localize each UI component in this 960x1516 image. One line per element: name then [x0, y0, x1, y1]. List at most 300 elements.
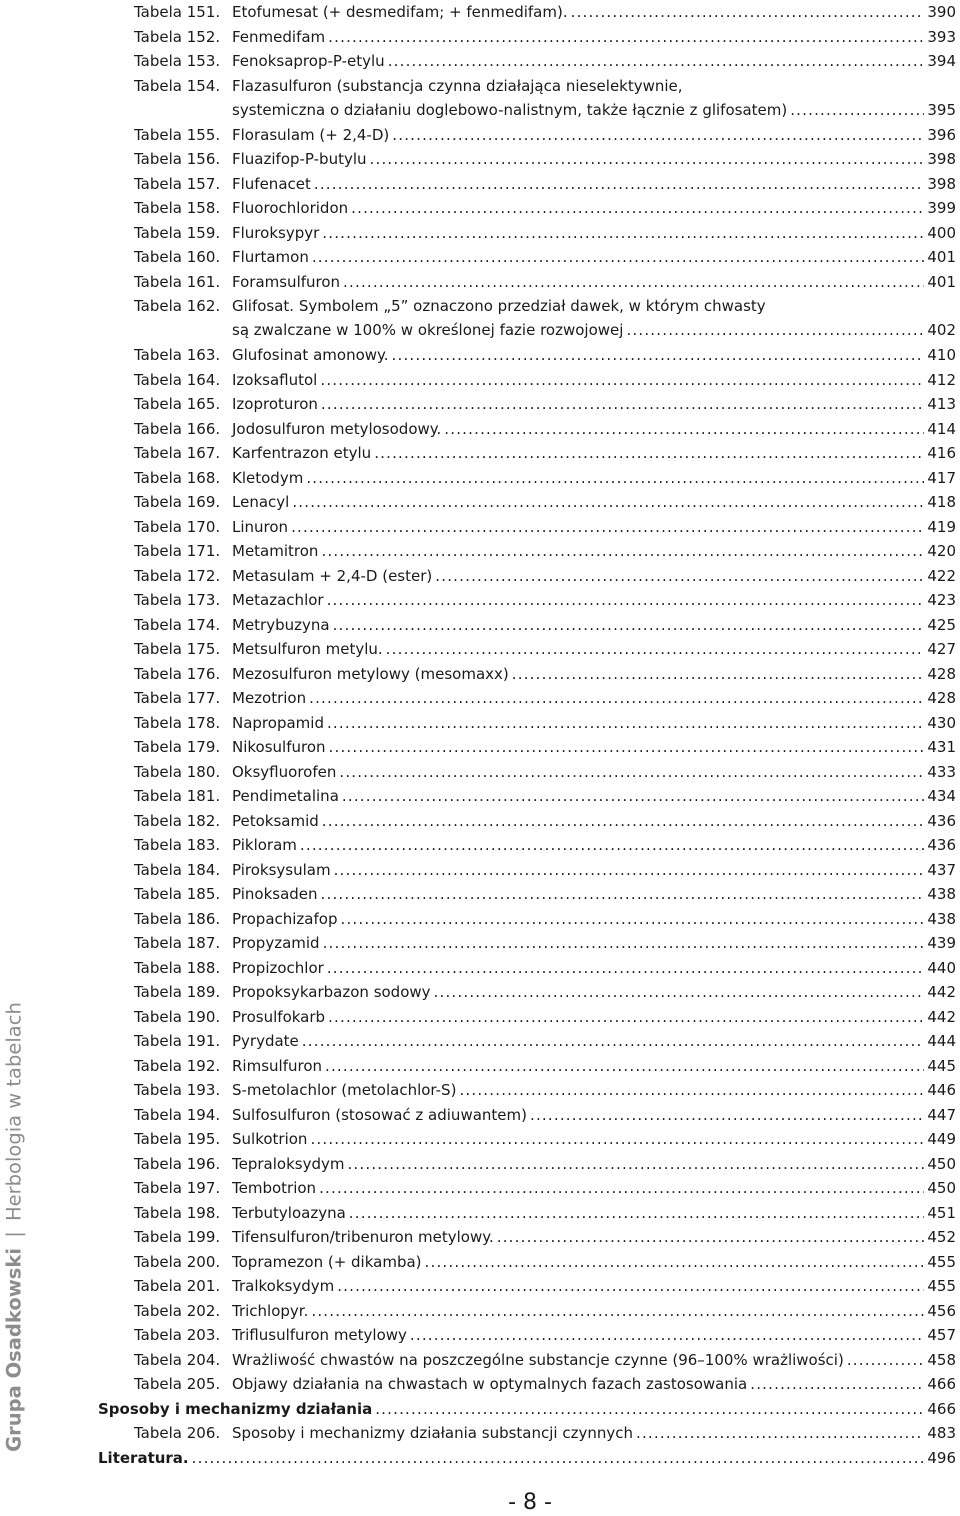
dot-leader — [571, 0, 925, 24]
toc-entry-line — [232, 637, 956, 661]
toc-entry-number: Tabela 202. — [134, 1301, 221, 1320]
toc-entry-number: Tabela 164. — [134, 370, 221, 389]
toc-entry-number: Tabela 198. — [134, 1203, 221, 1222]
toc-entry-title: Fluazifop-P-butylu — [232, 150, 367, 168]
toc-entry-line — [232, 980, 956, 1004]
toc-entry-title: Karfentrazon etylu — [232, 444, 372, 462]
toc-entry-number: Tabela 181. — [134, 787, 221, 805]
toc-entry[interactable] — [98, 1348, 956, 1372]
toc-entry-title-line1: Flazasulfuron (substancja czynna działająca nieselektywnie, — [232, 76, 683, 95]
dot-leader — [425, 1250, 925, 1274]
toc-entry-line — [232, 270, 956, 294]
toc-entry[interactable] — [98, 49, 956, 73]
toc-entry-number: Tabela 191. — [134, 1032, 221, 1050]
toc-entry-page: 458 — [927, 1350, 956, 1369]
toc-entry-number: Tabela 158. — [134, 199, 221, 217]
toc-entry-line — [232, 1372, 956, 1396]
toc-entry-line — [232, 49, 956, 73]
toc-entry-body — [232, 515, 956, 539]
toc-entry-line — [232, 196, 956, 220]
toc-entry-line — [232, 0, 956, 24]
toc-entry-line — [232, 1029, 956, 1053]
toc-entry-line — [232, 564, 956, 588]
toc-entry-line — [232, 1176, 956, 1200]
toc-entry[interactable] — [98, 613, 956, 637]
toc-entry-title: S-metolachlor (metolachlor-S) — [232, 1081, 457, 1099]
toc-entry[interactable] — [98, 760, 956, 784]
toc-entry-body — [232, 980, 956, 1004]
toc-entry-title: Flurtamon — [232, 248, 309, 266]
toc-entry-body — [232, 466, 956, 490]
toc-entry-line — [232, 98, 956, 122]
toc-entry[interactable] — [98, 1225, 956, 1249]
toc-entry-body — [232, 907, 956, 931]
toc-entry[interactable] — [98, 1127, 956, 1151]
toc-entry-number: Tabela 152. — [134, 27, 221, 46]
toc-entry[interactable] — [98, 490, 956, 514]
toc-entry-number: Tabela 178. — [134, 713, 221, 732]
toc-entry-number: Tabela 151. — [134, 3, 221, 21]
dot-leader — [322, 221, 924, 245]
dot-leader — [306, 466, 924, 490]
toc-entry[interactable] — [98, 221, 956, 245]
toc-entry-title: Fenmedifam — [232, 27, 326, 46]
toc-entry-title: Florasulam (+ 2,4-D) — [232, 125, 390, 144]
toc-entry-body — [232, 613, 956, 637]
toc-entry-title: Flufenacet — [232, 174, 311, 193]
toc-entry-line — [232, 1078, 956, 1102]
toc-entry[interactable] — [98, 809, 956, 833]
toc-entry-title: Foramsulfuron — [232, 272, 341, 291]
toc-entry-page: 440 — [927, 958, 956, 977]
dot-leader — [790, 98, 924, 122]
toc-entry[interactable] — [98, 1250, 956, 1274]
dot-leader — [329, 735, 925, 759]
toc-entry-body — [232, 1005, 956, 1029]
toc-entry-title: Sulkotrion — [232, 1130, 308, 1148]
toc-entry-title: Nikosulfuron — [232, 738, 326, 756]
toc-entry-line — [232, 25, 956, 49]
side-label-text — [4, 1002, 24, 1452]
toc-entry-line — [232, 1127, 956, 1151]
toc-entry-page: 442 — [927, 983, 956, 1001]
toc-entry[interactable] — [98, 735, 956, 759]
toc-entry-number: Tabela 189. — [134, 983, 221, 1001]
toc-entry-line — [232, 490, 956, 514]
toc-entry-page: 410 — [927, 346, 956, 364]
toc-entry[interactable] — [98, 1372, 956, 1396]
toc-entry-number: Tabela 171. — [134, 542, 221, 560]
page-number: - 8 - — [508, 1490, 552, 1515]
toc-entry-title: Metazachlor — [232, 591, 324, 609]
toc-entry-number: Tabela 163. — [134, 346, 221, 364]
toc-entry-number: Tabela 206. — [134, 1424, 221, 1442]
toc-entry-line — [232, 466, 956, 490]
toc-entry-page: 416 — [927, 444, 956, 462]
toc-entry-title: Fluorochloridon — [232, 199, 349, 217]
toc-entry-body — [232, 245, 956, 269]
toc-entry-page: 450 — [927, 1179, 956, 1197]
toc-entry-body — [232, 1348, 956, 1372]
toc-entry-number: Tabela 175. — [134, 640, 221, 658]
toc-entry-page: 438 — [927, 909, 956, 928]
toc-entry-title: Linuron — [232, 517, 289, 536]
toc-entry[interactable] — [98, 368, 956, 392]
toc-entry-line — [232, 784, 956, 808]
toc-entry-line — [232, 1054, 956, 1078]
toc-entry[interactable] — [98, 931, 956, 955]
toc-entry-title: Tembotrion — [232, 1179, 317, 1197]
dot-leader — [340, 907, 924, 931]
toc-entry-line — [232, 907, 956, 931]
toc-entry[interactable] — [98, 1323, 956, 1347]
toc-entry-line — [232, 1323, 956, 1347]
dot-leader — [327, 956, 925, 980]
toc-entry-line — [232, 760, 956, 784]
toc-entry-title: Propizochlor — [232, 958, 324, 977]
toc-entry-line — [232, 809, 956, 833]
toc-entry-title: Propachizafop — [232, 909, 338, 928]
toc-entry-page: 394 — [927, 52, 956, 70]
toc-entry[interactable] — [98, 833, 956, 857]
toc-entry-line — [232, 392, 956, 416]
toc-entry-title: Metrybuzyna — [232, 615, 330, 634]
toc-entry-body — [232, 858, 956, 882]
toc-entry-page: 437 — [927, 860, 956, 879]
toc-entry-body — [232, 1054, 956, 1078]
toc-entry-page: 496 — [927, 1448, 956, 1467]
toc-entry[interactable] — [98, 1201, 956, 1225]
toc-entry-body — [232, 1372, 956, 1396]
toc-entry-body — [232, 1225, 956, 1249]
toc-entry-body — [232, 637, 956, 661]
toc-entry-page: 413 — [927, 395, 956, 413]
toc-entry[interactable] — [98, 980, 956, 1004]
toc-entry-number: Tabela 166. — [134, 419, 221, 438]
toc-entry[interactable] — [98, 343, 956, 367]
toc-entry-body — [232, 760, 956, 784]
toc-entry-number: Tabela 153. — [134, 52, 221, 70]
toc-entry-number: Tabela 161. — [134, 272, 221, 291]
dot-leader — [320, 368, 924, 392]
dot-leader — [349, 1201, 925, 1225]
toc-entry-line — [232, 172, 956, 196]
toc-entry-line — [232, 1201, 956, 1225]
toc-entry-page: 425 — [927, 615, 956, 634]
toc-entry-number: Tabela 183. — [134, 836, 221, 854]
toc-entry-page: 431 — [927, 738, 956, 756]
toc-entry-body — [232, 49, 956, 73]
toc-entry-body — [232, 1029, 956, 1053]
toc-entry-number: Tabela 157. — [134, 174, 221, 193]
toc-entry[interactable] — [98, 1176, 956, 1200]
toc-entry-body — [232, 74, 956, 122]
toc-entry-line — [232, 539, 956, 563]
toc-entry[interactable] — [98, 515, 956, 539]
toc-entry[interactable] — [98, 686, 956, 710]
toc-entry-title: Triflusulfuron metylowy — [232, 1326, 407, 1344]
dot-leader — [311, 1299, 924, 1323]
toc-entry-body — [232, 662, 956, 686]
toc-entry-title: Rimsulfuron — [232, 1056, 322, 1075]
toc-entry-page: 417 — [927, 468, 956, 487]
toc-entry[interactable] — [98, 662, 956, 686]
dot-leader — [337, 1274, 924, 1298]
toc-entry-title: Metsulfuron metylu. — [232, 640, 383, 658]
dot-leader — [291, 515, 924, 539]
dot-leader — [626, 318, 924, 342]
toc-entry-title: Napropamid — [232, 713, 324, 732]
toc-entry-page: 398 — [927, 174, 956, 193]
toc-entry-title: Prosulfokarb — [232, 1007, 326, 1026]
toc-entry-line — [98, 1446, 956, 1470]
toc-entry-body — [232, 686, 956, 710]
dot-leader — [314, 172, 924, 196]
toc-entry-body — [98, 1397, 956, 1421]
toc-entry-title: Piroksysulam — [232, 860, 331, 879]
toc-entry-title: Petoksamid — [232, 811, 319, 830]
toc-entry-body — [232, 1103, 956, 1127]
toc-entry-line — [232, 221, 956, 245]
toc-entry-number: Tabela 184. — [134, 860, 221, 879]
side-brand: Grupa Osadkowski — [2, 1248, 26, 1452]
side-separator: | — [2, 1231, 26, 1238]
toc-entry[interactable] — [98, 0, 956, 24]
dot-leader — [386, 637, 925, 661]
toc-entry-page: 401 — [927, 248, 956, 266]
toc-entry[interactable] — [98, 784, 956, 808]
toc-entry-page: 450 — [927, 1154, 956, 1173]
toc-entry-line — [232, 1421, 956, 1445]
toc-entry-number: Tabela 177. — [134, 689, 221, 707]
dot-leader — [327, 711, 924, 735]
dot-leader — [444, 417, 924, 441]
side-subtitle: Herbologia w tabelach — [2, 1002, 26, 1222]
toc-entry[interactable] — [98, 245, 956, 269]
toc-entry[interactable] — [98, 539, 956, 563]
toc-entry[interactable] — [98, 74, 956, 122]
toc-entry[interactable] — [98, 588, 956, 612]
dot-leader — [323, 931, 925, 955]
dot-leader — [410, 1323, 924, 1347]
toc-entry-line — [232, 1299, 956, 1323]
toc-entry-line — [232, 368, 956, 392]
toc-entry-body — [232, 196, 956, 220]
toc-entry-number: Tabela 159. — [134, 223, 221, 242]
toc-entry[interactable] — [98, 564, 956, 588]
toc-entry[interactable] — [98, 196, 956, 220]
toc-entry-body — [232, 1323, 956, 1347]
toc-entry-body — [232, 809, 956, 833]
toc-entry-title: są zwalczane w 100% w określonej fazie rozwojowej — [232, 321, 624, 339]
toc-entry[interactable] — [98, 1078, 956, 1102]
toc-entry-body — [232, 588, 956, 612]
toc-entry-body — [232, 1299, 956, 1323]
toc-entry-page: 483 — [927, 1424, 956, 1442]
dot-leader — [392, 123, 924, 147]
toc-entry-number: Tabela 199. — [134, 1228, 221, 1246]
toc-entry-line — [232, 515, 956, 539]
toc-entry-body — [232, 1250, 956, 1274]
toc-entry-number: Tabela 187. — [134, 934, 221, 952]
toc-entry-page: 444 — [927, 1032, 956, 1050]
toc-entry-page: 436 — [927, 811, 956, 830]
toc-entry-title: Jodosulfuron metylosodowy. — [232, 419, 442, 438]
toc-entry-number: Tabela 172. — [134, 566, 221, 585]
toc-entry[interactable] — [98, 1005, 956, 1029]
dot-leader — [321, 539, 924, 563]
toc-entry-page: 457 — [927, 1326, 956, 1344]
toc-entry[interactable] — [98, 25, 956, 49]
toc-entry-title: Glufosinat amonowy. — [232, 346, 389, 364]
toc-entry-title: Fluroksypyr — [232, 223, 320, 242]
toc-entry-number: Tabela 179. — [134, 738, 221, 756]
toc-entry[interactable] — [98, 441, 956, 465]
toc-entry-number: Tabela 186. — [134, 909, 221, 928]
toc-entry-number: Tabela 205. — [134, 1375, 221, 1393]
toc-entry[interactable] — [98, 858, 956, 882]
toc-entry-line — [232, 1152, 956, 1176]
dot-leader — [392, 343, 925, 367]
dot-leader — [497, 1225, 925, 1249]
toc-entry-page: 414 — [927, 419, 956, 438]
toc-entry[interactable] — [98, 882, 956, 906]
toc-entry-page: 412 — [927, 370, 956, 389]
toc-entry-body — [232, 294, 956, 342]
dot-leader — [435, 564, 924, 588]
toc-entry-number: Tabela 174. — [134, 615, 221, 634]
toc-entry-body — [232, 172, 956, 196]
toc-entry-page: 427 — [927, 640, 956, 658]
toc-section[interactable] — [98, 1446, 956, 1470]
dot-leader — [370, 147, 925, 171]
toc-entry[interactable] — [98, 123, 956, 147]
toc-entry-title: Objawy działania na chwastach w optymalnych fazach zastosowania — [232, 1375, 748, 1393]
toc-entry-title: Pikloram — [232, 836, 297, 854]
toc-entry-line — [232, 1348, 956, 1372]
toc-entry-number: Tabela 168. — [134, 468, 221, 487]
dot-leader — [351, 196, 924, 220]
toc-entry[interactable] — [98, 1103, 956, 1127]
dot-leader — [321, 392, 924, 416]
toc-entry-number: Tabela 155. — [134, 125, 221, 144]
toc-entry[interactable] — [98, 907, 956, 931]
toc-entry-number: Tabela 197. — [134, 1179, 221, 1197]
toc-entry[interactable] — [98, 392, 956, 416]
toc-entry-title: Kletodym — [232, 468, 304, 487]
toc-entry-number: Tabela 173. — [134, 591, 221, 609]
toc-entry-page: 419 — [927, 517, 956, 536]
toc-entry-number: Tabela 194. — [134, 1105, 221, 1124]
toc-entry[interactable] — [98, 294, 956, 342]
toc-entry-number: Tabela 185. — [134, 885, 221, 903]
dot-leader — [322, 809, 925, 833]
toc-entry-number: Tabela 203. — [134, 1326, 221, 1344]
toc-entry-page: 395 — [927, 100, 956, 119]
toc-entry-title: Sposoby i mechanizmy działania substancji czynnych — [232, 1424, 633, 1442]
toc-entry[interactable] — [98, 1029, 956, 1053]
toc-entry-title: Oksyfluorofen — [232, 762, 337, 781]
toc-entry-page: 447 — [927, 1105, 956, 1124]
dot-leader — [327, 588, 925, 612]
toc-entry-page: 428 — [927, 689, 956, 707]
toc-entry-line — [232, 1005, 956, 1029]
dot-leader — [309, 686, 924, 710]
toc-entry[interactable] — [98, 172, 956, 196]
toc-entry-line — [232, 147, 956, 171]
dot-leader — [374, 441, 924, 465]
toc-entry-body — [232, 417, 956, 441]
toc-entry-number: Tabela 162. — [134, 297, 221, 315]
toc-entry-body — [232, 931, 956, 955]
toc-entry[interactable] — [98, 1299, 956, 1323]
toc-entry-title: Propoksykarbazon sodowy — [232, 983, 431, 1001]
toc-entry-title: Trichlopyr. — [232, 1301, 309, 1320]
toc-entry-page: 390 — [927, 3, 956, 21]
toc-entry-page: 445 — [927, 1056, 956, 1075]
toc-entry[interactable] — [98, 1421, 956, 1445]
toc-entry-page: 420 — [927, 542, 956, 560]
toc-entry[interactable] — [98, 1152, 956, 1176]
toc-entry-title: Tralkoksydym — [232, 1277, 335, 1295]
toc-entry[interactable] — [98, 711, 956, 735]
toc-entry-line — [232, 417, 956, 441]
toc-entry[interactable] — [98, 637, 956, 661]
toc-entry-body — [232, 123, 956, 147]
dot-leader — [636, 1421, 924, 1445]
dot-leader — [328, 25, 924, 49]
toc-entry-number: Tabela 188. — [134, 958, 221, 977]
toc-entry-body — [232, 25, 956, 49]
toc-entry-number: Tabela 156. — [134, 150, 221, 168]
toc-entry-number: Tabela 154. — [134, 76, 221, 95]
toc-entry-body — [232, 343, 956, 367]
toc-entry-title: Literatura. — [98, 1448, 189, 1467]
toc-entry-page: 433 — [927, 762, 956, 781]
toc-entry-body — [232, 784, 956, 808]
toc-section[interactable] — [98, 1397, 956, 1421]
toc-entry[interactable] — [98, 147, 956, 171]
dot-leader — [434, 980, 925, 1004]
toc-entry-number: Tabela 192. — [134, 1056, 221, 1075]
toc-entry-page: 451 — [927, 1203, 956, 1222]
toc-entry-page: 396 — [927, 125, 956, 144]
toc-entry[interactable] — [98, 270, 956, 294]
toc-entry-page: 434 — [927, 787, 956, 805]
toc-entry-body — [232, 1274, 956, 1298]
toc-entry-title: Tepraloksydym — [232, 1154, 345, 1173]
toc-entry-page: 430 — [927, 713, 956, 732]
toc-entry-number: Tabela 169. — [134, 493, 221, 511]
dot-leader — [292, 490, 924, 514]
toc-entry-body — [98, 1446, 956, 1470]
toc-entry[interactable] — [98, 1054, 956, 1078]
toc-entry-body — [232, 392, 956, 416]
dot-leader — [302, 1029, 925, 1053]
dot-leader — [343, 270, 924, 294]
toc-entry-body — [232, 539, 956, 563]
toc-entry-line — [232, 882, 956, 906]
toc-entry-body — [232, 1152, 956, 1176]
toc-entry[interactable] — [98, 466, 956, 490]
toc-entry[interactable] — [98, 1274, 956, 1298]
toc-entry[interactable] — [98, 417, 956, 441]
dot-leader — [530, 1103, 924, 1127]
toc-entry-line — [232, 318, 956, 342]
toc-entry-line — [232, 686, 956, 710]
toc-entry-body — [232, 711, 956, 735]
toc-entry[interactable] — [98, 956, 956, 980]
